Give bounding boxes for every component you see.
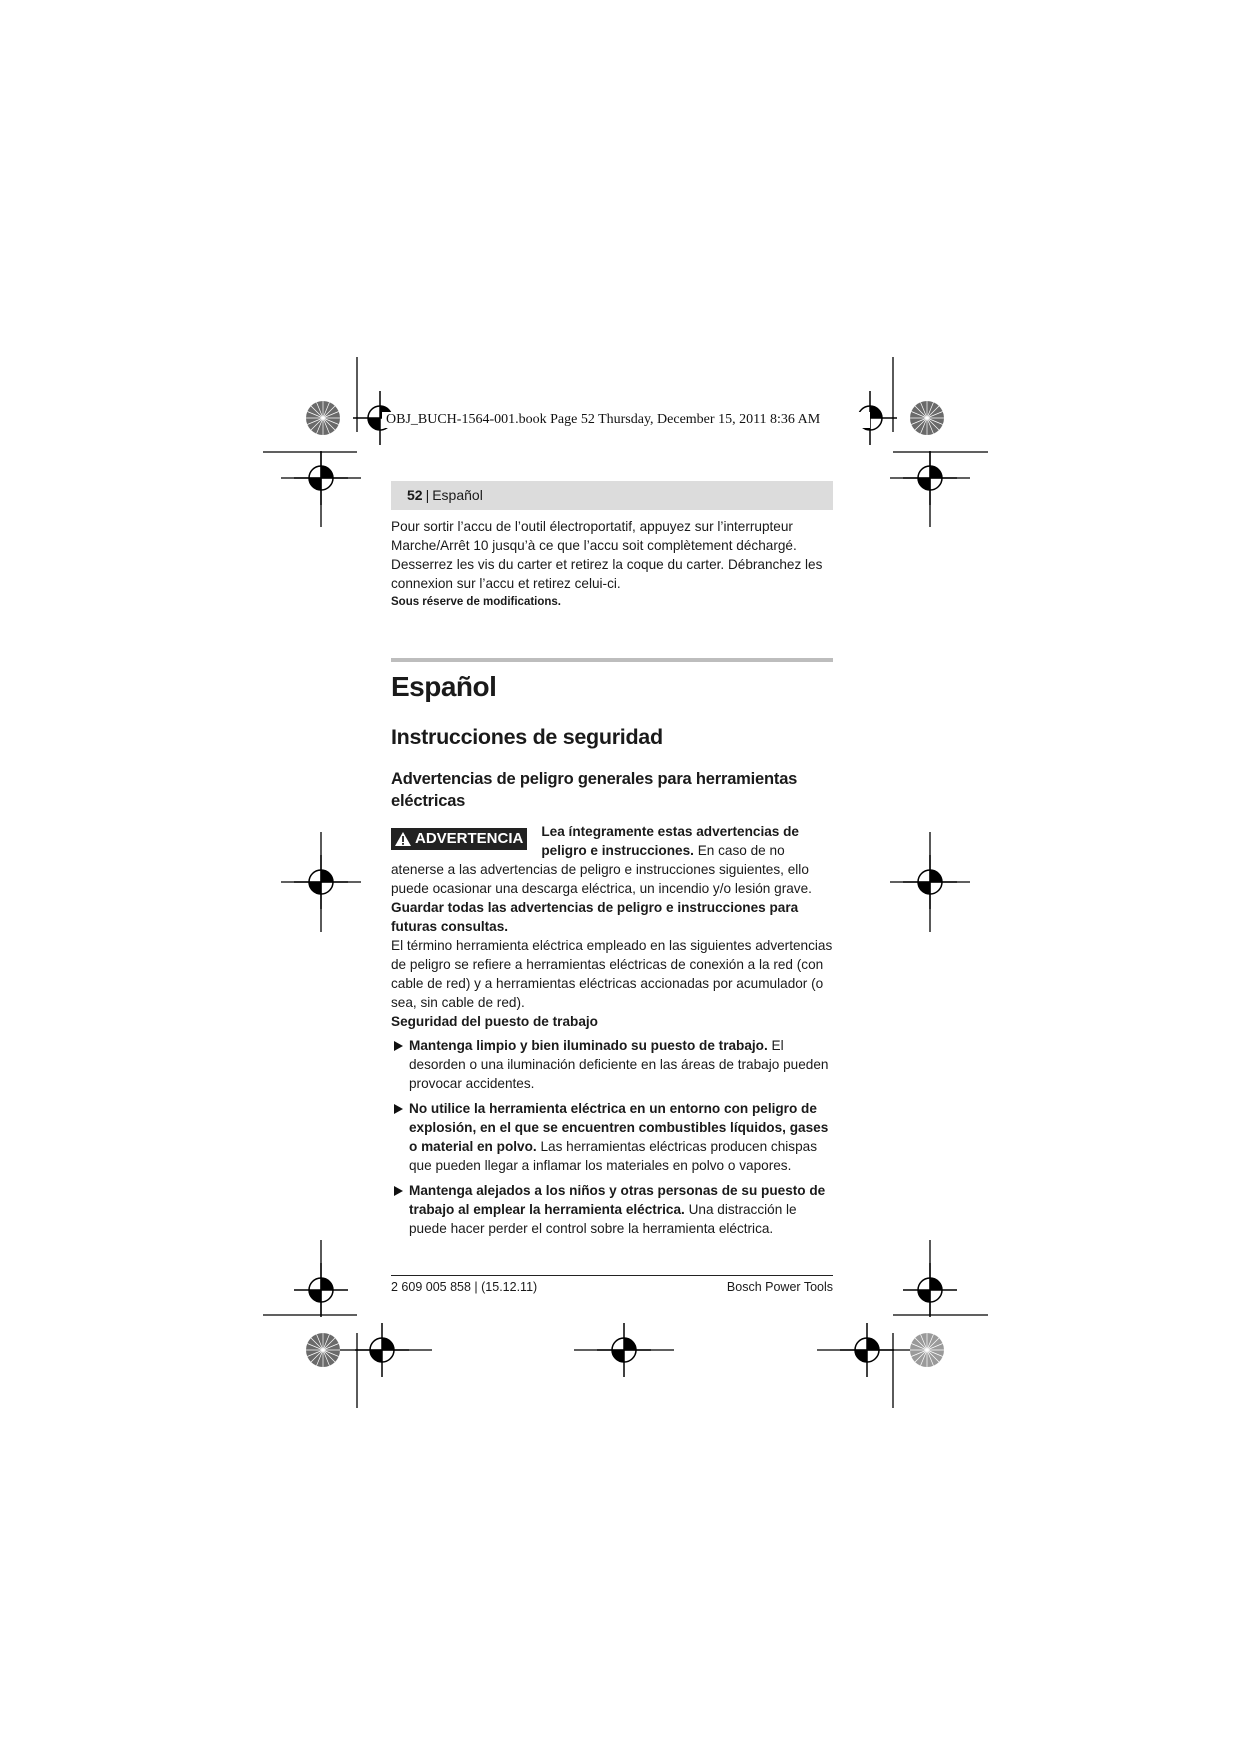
- keep-instructions: Guardar todas las advertencias de peligro e instrucciones para futuras consultas.: [391, 900, 799, 934]
- footer-document-number: 2 609 005 858 | (15.12.11): [391, 1280, 538, 1294]
- bullet-bold-text: Mantenga alejados a los niños y otras personas de su puesto de trabajo al emplear la herramienta eléctrica.: [409, 1183, 826, 1217]
- definition-paragraph: El término herramienta eléctrica empleado en las siguientes advertencias de peligro se refiere a herramientas eléctricas de conexión a la red (con cable de red) y a herramientas eléctricas accionadas por acumulador (o sea, sin cable de red).: [391, 938, 833, 1010]
- bullet-bold-text: Mantenga limpio y bien iluminado su puesto de trabajo.: [409, 1038, 768, 1053]
- page-header: [391, 481, 833, 510]
- page-content: [391, 517, 833, 1244]
- section-title: Español: [391, 671, 497, 702]
- warning-badge-label: ADVERTENCIA: [415, 830, 524, 847]
- page-footer: [391, 1280, 833, 1294]
- list-item: [391, 1181, 833, 1238]
- bullet-text: El desorden o una iluminación deficiente en las áreas de trabajo pueden provocar accidentes.: [409, 1038, 829, 1091]
- french-paragraph: Pour sortir l’accu de l’outil électroportatif, appuyez sur l’interrupteur Marche/Arrêt 10 jusqu’à ce que l’accu soit complètement déchargé. Desserrez les vis du carter et retirez la coque du carter. Débranchez les connexion sur l’accu et retirez celui-ci.: [391, 519, 823, 591]
- section-divider: [391, 658, 833, 662]
- list-item: [391, 1036, 833, 1093]
- workplace-list: [391, 1036, 833, 1238]
- bullet-triangle-icon: [394, 1041, 403, 1051]
- page-number: 52: [407, 487, 423, 503]
- french-note: Sous réserve de modifications.: [391, 596, 562, 608]
- proof-slug-line: OBJ_BUCH-1564-001.book Page 52 Thursday, December 15, 2011 8:36 AM: [382, 412, 870, 428]
- bullet-triangle-icon: [394, 1186, 403, 1196]
- bullet-triangle-icon: [394, 1104, 403, 1114]
- warning-badge: [391, 828, 527, 850]
- warning-triangle-icon: [394, 831, 412, 847]
- footer-rule: [391, 1275, 833, 1276]
- bullet-text: Las herramientas eléctricas producen chispas que pueden llegar a inflamar los materiales en polvo o vapores.: [409, 1139, 817, 1173]
- header-language: Español: [432, 487, 483, 503]
- warning-block: [391, 822, 833, 898]
- heading-general-warnings: Advertencias de peligro generales para herramientas eléctricas: [391, 770, 798, 810]
- workplace-heading: Seguridad del puesto de trabajo: [391, 1014, 598, 1029]
- warning-bold-text: Lea íntegramente estas advertencias de peligro e instrucciones.: [541, 824, 799, 858]
- bullet-text: Una distracción le puede hacer perder el control sobre la herramienta eléctrica.: [409, 1202, 797, 1236]
- warning-text: En caso de no atenerse a las advertencias de peligro e instrucciones siguientes, ello puede ocasionar una descarga eléctrica, un incendio y/o lesión grave.: [391, 843, 812, 896]
- header-separator: |: [425, 487, 430, 503]
- heading-safety: Instrucciones de seguridad: [391, 725, 663, 749]
- bullet-bold-text: No utilice la herramienta eléctrica en un entorno con peligro de explosión, en el que se encuentren combustibles líquidos, gases o material en polvo.: [409, 1101, 829, 1154]
- list-item: [391, 1099, 833, 1175]
- footer-brand: Bosch Power Tools: [726, 1280, 833, 1294]
